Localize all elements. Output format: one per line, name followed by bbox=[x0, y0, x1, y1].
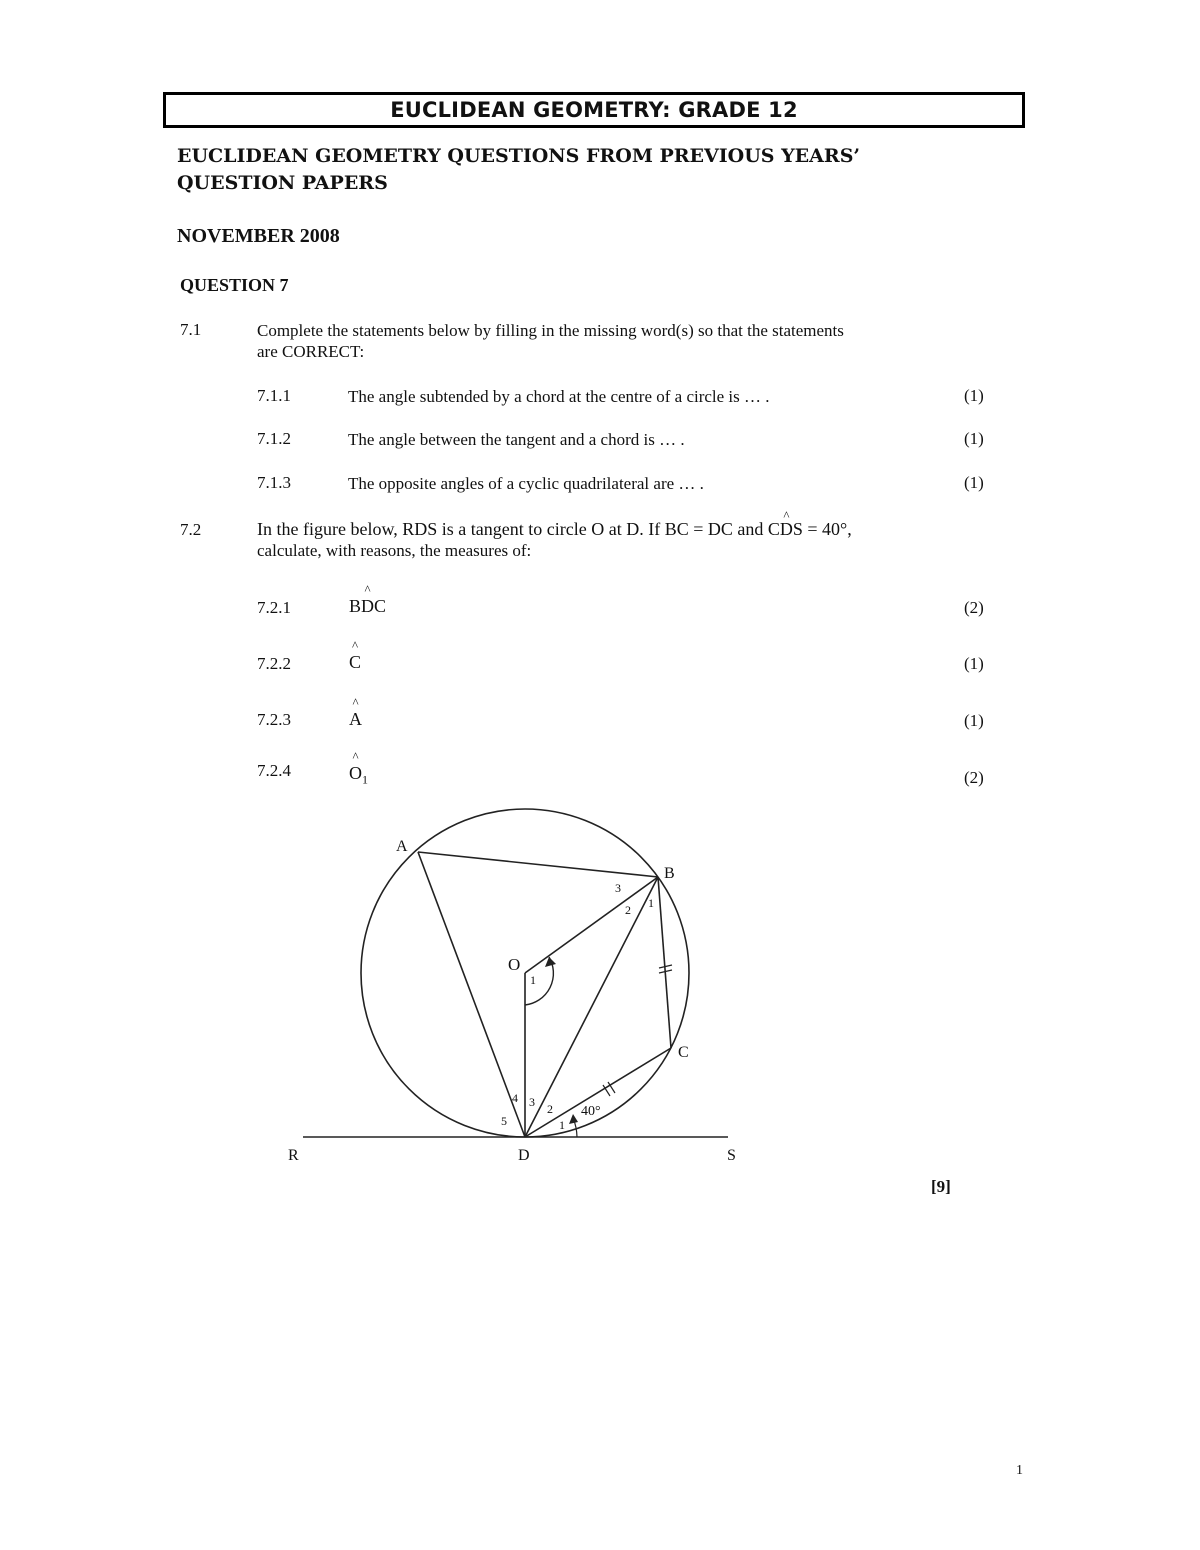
radius-ob bbox=[525, 877, 658, 973]
question-number-7-1: 7.1 bbox=[180, 320, 202, 339]
item-angle: ^ $O_1$ bbox=[349, 763, 368, 788]
question-number-7-2: 7.2 bbox=[180, 520, 202, 539]
item-mark: (2) bbox=[964, 768, 984, 787]
arrow-head-d bbox=[569, 1114, 578, 1124]
page-title: EUCLIDEAN GEOMETRY: GRADE 12 bbox=[163, 92, 1025, 128]
arrow-head-o bbox=[545, 957, 556, 967]
angle-label-b3: 3 bbox=[615, 881, 621, 895]
item-number: 7.2.1 bbox=[257, 598, 291, 617]
angle-label-40: 40° bbox=[581, 1104, 601, 1119]
chord-bd bbox=[525, 877, 658, 1137]
item-mark: (2) bbox=[964, 598, 984, 617]
angle-label-o1: 1 bbox=[530, 973, 536, 987]
angle-label-d5: 5 bbox=[501, 1114, 507, 1128]
item-mark: (1) bbox=[964, 386, 984, 405]
item-mark: (1) bbox=[964, 473, 984, 492]
item-angle: B^ DC bbox=[349, 596, 386, 617]
point-label-o: O bbox=[508, 955, 521, 974]
question-7-2-text: In the figure below, RDS is a tangent to circle O at D. If BC = DC and C^ DS = 40°, calculate, with reasons, the measures of: bbox=[257, 519, 977, 561]
item-text: The angle between the tangent and a chord is … . bbox=[348, 430, 685, 449]
item-number: 7.1.2 bbox=[257, 429, 291, 448]
chord-ab bbox=[418, 852, 658, 877]
item-mark: (1) bbox=[964, 654, 984, 673]
item-angle: ^ C bbox=[349, 652, 361, 673]
angle-label-d4: 4 bbox=[512, 1091, 518, 1105]
section-heading: NOVEMBER 2008 bbox=[177, 225, 340, 247]
page-number: 1 bbox=[1016, 1463, 1023, 1478]
angle-label-b2: 2 bbox=[625, 903, 631, 917]
point-label-r: R bbox=[288, 1147, 299, 1164]
point-label-b: B bbox=[664, 865, 675, 882]
point-label-d: D bbox=[518, 1147, 530, 1164]
item-number: 7.1.3 bbox=[257, 473, 291, 492]
chord-ad bbox=[418, 852, 525, 1137]
item-mark: (1) bbox=[964, 429, 984, 448]
item-number: 7.2.4 bbox=[257, 761, 291, 780]
item-text: The opposite angles of a cyclic quadrilateral are … . bbox=[348, 474, 704, 493]
item-number: 7.2.2 bbox=[257, 654, 291, 673]
angle-label-b1: 1 bbox=[648, 896, 654, 910]
point-label-a: A bbox=[396, 838, 408, 855]
document-subtitle: EUCLIDEAN GEOMETRY QUESTIONS FROM PREVIOUS YEARS’ QUESTION PAPERS bbox=[177, 145, 861, 194]
chord-bc bbox=[658, 877, 671, 1048]
item-number: 7.2.3 bbox=[257, 710, 291, 729]
angle-label-d2: 2 bbox=[547, 1102, 553, 1116]
item-text: The angle subtended by a chord at the centre of a circle is … . bbox=[348, 387, 770, 406]
point-label-c: C bbox=[678, 1044, 689, 1061]
angle-label-d1: 1 bbox=[559, 1118, 565, 1132]
total-marks: [9] bbox=[931, 1177, 951, 1196]
question-heading: QUESTION 7 bbox=[180, 275, 289, 295]
item-angle: ^ A bbox=[349, 709, 362, 730]
point-label-s: S bbox=[727, 1147, 736, 1164]
item-number: 7.1.1 bbox=[257, 386, 291, 405]
item-mark: (1) bbox=[964, 711, 984, 730]
angle-label-d3: 3 bbox=[529, 1095, 535, 1109]
question-7-1-text: Complete the statements below by filling in the missing word(s) so that the statements are CORRECT: bbox=[257, 321, 844, 361]
